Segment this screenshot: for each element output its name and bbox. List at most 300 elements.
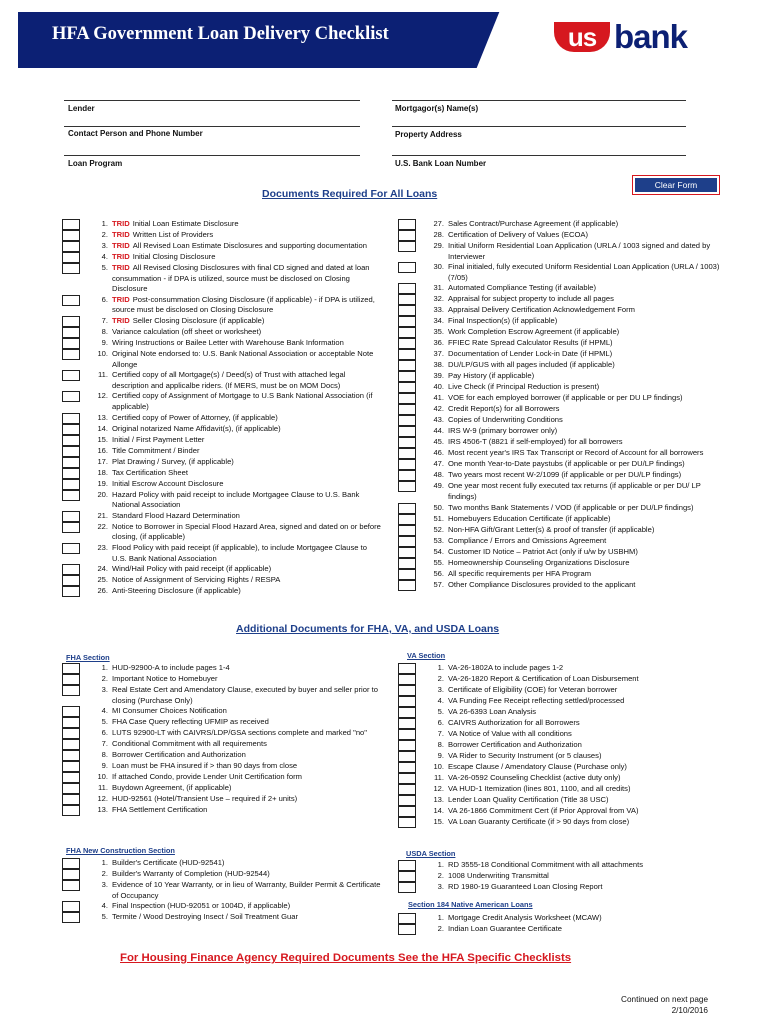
item-number: 44. — [433, 426, 444, 436]
item-text — [112, 370, 382, 391]
item-number: 32. — [433, 294, 444, 304]
checklist-item — [62, 435, 382, 446]
item-checkbox[interactable] — [398, 882, 416, 893]
item-text — [448, 558, 724, 569]
item-checkbox[interactable] — [62, 543, 80, 554]
item-checkbox[interactable] — [398, 569, 416, 580]
item-checkbox[interactable] — [398, 371, 416, 382]
item-number: 37. — [433, 349, 444, 359]
checklist-item — [398, 426, 724, 437]
checklist-item — [398, 773, 724, 784]
item-checkbox[interactable] — [398, 707, 416, 718]
item-text — [112, 761, 382, 772]
item-number: 38. — [433, 360, 444, 370]
item-checkbox[interactable] — [398, 806, 416, 817]
item-checkbox[interactable] — [398, 393, 416, 404]
item-checkbox[interactable] — [62, 706, 80, 717]
checklist-item — [62, 446, 382, 457]
item-number: 9. — [101, 337, 108, 347]
item-description: RD 1980-19 Guaranteed Loan Closing Report — [448, 882, 603, 891]
item-description: Tax Certification Sheet — [112, 467, 188, 477]
item-number: 6. — [437, 718, 444, 727]
item-checkbox[interactable] — [398, 860, 416, 871]
item-text — [448, 860, 724, 871]
item-checkbox[interactable] — [398, 481, 416, 492]
item-description: Anti-Steering Disclosure (if applicable) — [112, 586, 241, 596]
item-checkbox[interactable] — [398, 415, 416, 426]
item-number: 1. — [101, 219, 108, 228]
checklist-item — [62, 739, 382, 750]
item-number: 40. — [433, 382, 444, 392]
item-description: HUD-92900-A to include pages 1-4 — [112, 663, 230, 672]
item-checkbox[interactable] — [62, 761, 80, 772]
item-checkbox[interactable] — [62, 424, 80, 435]
item-checkbox[interactable] — [398, 685, 416, 696]
item-number: 2. — [437, 924, 444, 933]
checklist-item — [398, 393, 724, 404]
item-checkbox[interactable] — [398, 448, 416, 459]
item-checkbox[interactable] — [62, 717, 80, 728]
fha-new-construction-list — [62, 858, 382, 923]
item-description: VA-26-1802A to include pages 1-2 — [448, 663, 564, 672]
section-184-list — [398, 913, 724, 935]
item-checkbox[interactable] — [398, 663, 416, 674]
item-description: Pay History (if applicable) — [448, 371, 535, 381]
item-description: Customer ID Notice – Patriot Act (only if u/w by USBHM) — [448, 546, 638, 556]
item-text — [448, 459, 724, 470]
item-checkbox[interactable] — [398, 718, 416, 729]
item-description: VA Funding Fee Receipt reflecting settled/processed — [448, 696, 625, 705]
item-checkbox[interactable] — [398, 514, 416, 525]
item-checkbox[interactable] — [62, 219, 80, 230]
item-text — [448, 241, 724, 262]
item-number: 54. — [433, 546, 444, 556]
item-checkbox[interactable] — [398, 294, 416, 305]
item-number: 30. — [433, 262, 444, 272]
item-description: Important Notice to Homebuyer — [112, 674, 218, 683]
checklist-item — [62, 413, 382, 424]
item-checkbox[interactable] — [62, 901, 80, 912]
checklist-item — [62, 219, 382, 230]
item-text — [448, 503, 724, 514]
checklist-item — [62, 575, 382, 586]
item-number: 17. — [97, 456, 108, 466]
item-description: CAIVRS Authorization for all Borrowers — [448, 718, 580, 727]
property-underline — [392, 126, 686, 127]
item-text — [448, 871, 724, 882]
checklist-item — [62, 349, 382, 370]
checklist-item — [62, 858, 382, 869]
item-number: 49. — [433, 481, 444, 491]
checklist-item — [398, 503, 724, 514]
checklist-item — [398, 470, 724, 481]
item-checkbox[interactable] — [62, 252, 80, 263]
usbank-logo — [554, 18, 734, 56]
item-checkbox[interactable] — [398, 817, 416, 828]
item-checkbox[interactable] — [398, 219, 416, 230]
item-text — [448, 806, 724, 817]
lender-underline — [64, 100, 360, 101]
item-checkbox[interactable] — [62, 370, 80, 381]
checklist-item — [398, 806, 724, 817]
item-text — [112, 858, 382, 869]
item-description: Standard Flood Hazard Determination — [112, 510, 240, 520]
checklist-item — [62, 543, 382, 564]
item-number: 6. — [101, 728, 108, 738]
checklist-item — [62, 252, 382, 263]
item-description: Flood Policy with paid receipt (if applicable), to include Mortgagee Clause to U.S. Bank National Association — [112, 542, 367, 563]
item-number: 45. — [433, 437, 444, 447]
item-text — [112, 717, 382, 728]
item-text — [112, 772, 382, 783]
checklist-item — [398, 536, 724, 547]
item-description: Initial Loan Estimate Disclosure — [132, 219, 239, 228]
item-checkbox[interactable] — [398, 795, 416, 806]
item-description: Live Check (if Principal Reduction is present) — [448, 382, 600, 392]
item-number: 47. — [433, 459, 444, 469]
item-checkbox[interactable] — [62, 479, 80, 490]
checklist-item — [62, 457, 382, 468]
item-text — [112, 252, 382, 263]
item-text — [448, 740, 724, 751]
va-list — [398, 663, 724, 828]
item-description: Plat Drawing / Survey, (if applicable) — [112, 456, 234, 466]
item-description: Variance calculation (off sheet or worksheet) — [112, 326, 262, 336]
item-description: FFIEC Rate Spread Calculator Results (if HPML) — [448, 338, 613, 348]
item-number: 14. — [97, 423, 108, 433]
loan-number-underline — [392, 155, 686, 156]
item-checkbox[interactable] — [62, 739, 80, 750]
item-number: 14. — [433, 806, 444, 815]
item-checkbox[interactable] — [62, 413, 80, 424]
item-description: Wiring Instructions or Bailee Letter with Warehouse Bank Information — [112, 337, 344, 347]
item-checkbox[interactable] — [398, 437, 416, 448]
item-checkbox[interactable] — [398, 283, 416, 294]
item-number: 36. — [433, 338, 444, 348]
item-text — [112, 575, 382, 586]
checklist-item — [398, 871, 724, 882]
clear-form-label: Clear Form — [635, 178, 717, 192]
item-checkbox[interactable] — [398, 262, 416, 273]
item-checkbox[interactable] — [398, 525, 416, 536]
item-text — [448, 580, 724, 591]
item-checkbox[interactable] — [62, 728, 80, 739]
item-text — [448, 674, 724, 685]
item-checkbox[interactable] — [398, 913, 416, 924]
item-description: Automated Compliance Testing (if available) — [448, 283, 597, 293]
item-checkbox[interactable] — [398, 580, 416, 591]
item-description: Initial Uniform Residential Loan Application (URLA / 1003 signed and dated by Interviewer — [448, 241, 711, 261]
item-checkbox[interactable] — [398, 349, 416, 360]
item-text — [448, 913, 724, 924]
item-description: Homebuyers Education Certificate (if applicable) — [448, 513, 611, 523]
item-description: VA 26-1866 Commitment Cert (if Prior Approval from VA) — [448, 806, 639, 815]
checklist-item — [62, 370, 382, 391]
item-description: Final Inspection (HUD-92051 or 1004D, if applicable) — [112, 901, 291, 911]
item-checkbox[interactable] — [62, 783, 80, 794]
item-number: 2. — [437, 871, 444, 880]
item-text — [112, 468, 382, 479]
item-checkbox[interactable] — [62, 446, 80, 457]
item-text — [112, 901, 382, 912]
item-description: One year most recent fully executed tax returns (if applicable or per DU/ LP findings) — [448, 481, 701, 501]
item-checkbox[interactable] — [62, 230, 80, 241]
fha-new-construction-heading: FHA New Construction Section — [66, 846, 175, 855]
item-checkbox[interactable] — [398, 338, 416, 349]
item-number: 55. — [433, 557, 444, 567]
item-checkbox[interactable] — [398, 784, 416, 795]
item-number: 5. — [437, 707, 444, 716]
item-description: Certified copy of all Mortgage(s) / Deed(s) of Trust with attached legal description and applicalbe riders. (If MERS, must be on MOM Docs) — [112, 370, 346, 390]
logo-wordmark: bank — [614, 18, 688, 55]
item-checkbox[interactable] — [62, 869, 80, 880]
title-banner — [18, 12, 528, 68]
item-text — [112, 219, 382, 230]
item-checkbox[interactable] — [398, 241, 416, 252]
item-number: 2. — [101, 674, 108, 683]
checklist-item — [62, 772, 382, 783]
item-text — [112, 674, 382, 685]
hfa-checklist-notice: For Housing Finance Agency Required Documents See the HFA Specific Checklists — [120, 952, 572, 964]
item-number: 52. — [433, 524, 444, 534]
item-checkbox[interactable] — [62, 490, 80, 501]
item-number: 12. — [433, 784, 444, 793]
item-description: Initial Closing Disclosure — [132, 252, 216, 261]
item-checkbox[interactable] — [398, 547, 416, 558]
trid-tag: TRID — [112, 315, 130, 325]
item-text — [112, 295, 382, 316]
item-checkbox[interactable] — [398, 762, 416, 773]
item-description: Real Estate Cert and Amendatory Clause, executed by buyer and seller prior to closing (Purchase Only) — [112, 685, 378, 705]
item-number: 46. — [433, 448, 444, 458]
item-number: 43. — [433, 415, 444, 425]
item-checkbox[interactable] — [398, 696, 416, 707]
item-description: Original Note endorsed to: U.S. Bank National Association or acceptable Note Allonge — [112, 348, 374, 369]
item-text — [448, 316, 724, 327]
item-checkbox[interactable] — [62, 772, 80, 783]
checklist-item — [398, 558, 724, 569]
item-number: 53. — [433, 535, 444, 545]
item-description: Post-consummation Closing Disclosure (if applicable) - if DPA is utilized, source must be disclosed on Closing Disclosure — [112, 294, 375, 315]
item-checkbox[interactable] — [398, 404, 416, 415]
item-number: 1. — [437, 913, 444, 922]
item-checkbox[interactable] — [398, 503, 416, 514]
item-checkbox[interactable] — [398, 536, 416, 547]
item-checkbox[interactable] — [398, 871, 416, 882]
item-text — [112, 869, 382, 880]
item-checkbox[interactable] — [62, 858, 80, 869]
item-description: Original notarized Name Affidavit(s), (if applicable) — [112, 423, 281, 433]
checklist-item — [62, 468, 382, 479]
checklist-item — [398, 219, 724, 230]
item-checkbox[interactable] — [62, 880, 80, 891]
item-checkbox[interactable] — [62, 805, 80, 816]
clear-form-button[interactable] — [632, 175, 720, 195]
item-description: LUTS 92900-LT with CAIVRS/LDP/GSA sections complete and marked "no" — [112, 728, 367, 738]
item-number: 35. — [433, 327, 444, 337]
item-checkbox[interactable] — [62, 575, 80, 586]
program-label: Loan Program — [68, 159, 123, 168]
item-description: Buydown Agreement, (if applicable) — [112, 783, 232, 793]
checklist-item — [62, 783, 382, 794]
item-text — [112, 338, 382, 349]
item-checkbox[interactable] — [62, 750, 80, 761]
checklist-item — [398, 751, 724, 762]
item-number: 11. — [98, 783, 108, 793]
item-text — [448, 470, 724, 481]
item-text — [448, 393, 724, 404]
item-checkbox[interactable] — [62, 263, 80, 274]
item-text — [112, 739, 382, 750]
item-checkbox[interactable] — [398, 470, 416, 481]
checklist-item — [62, 490, 382, 511]
item-checkbox[interactable] — [398, 327, 416, 338]
item-checkbox[interactable] — [62, 295, 80, 306]
item-number: 31. — [433, 283, 444, 293]
item-checkbox[interactable] — [398, 360, 416, 371]
item-number: 3. — [437, 882, 444, 891]
item-text — [448, 349, 724, 360]
item-checkbox[interactable] — [62, 794, 80, 805]
checklist-item — [62, 522, 382, 543]
item-checkbox[interactable] — [62, 435, 80, 446]
item-text — [112, 750, 382, 761]
item-text — [112, 490, 382, 511]
item-number: 5. — [101, 912, 108, 922]
checklist-item — [62, 728, 382, 739]
item-number: 3. — [101, 880, 108, 889]
item-text — [448, 426, 724, 437]
item-checkbox[interactable] — [398, 316, 416, 327]
item-checkbox[interactable] — [398, 773, 416, 784]
item-text — [112, 457, 382, 468]
item-text — [448, 536, 724, 547]
checklist-item — [398, 415, 724, 426]
item-description: Conditional Commitment with all requirements — [112, 739, 267, 749]
item-description: Seller Closing Disclosure (if applicable) — [132, 315, 265, 325]
item-number: 7. — [101, 315, 108, 325]
item-checkbox[interactable] — [398, 751, 416, 762]
item-text — [448, 360, 724, 371]
item-number: 19. — [97, 478, 108, 488]
item-checkbox[interactable] — [398, 230, 416, 241]
item-checkbox[interactable] — [398, 459, 416, 470]
item-number: 3. — [101, 241, 108, 250]
item-text — [448, 729, 724, 740]
item-checkbox[interactable] — [62, 327, 80, 338]
checklist-item — [398, 349, 724, 360]
item-checkbox[interactable] — [398, 924, 416, 935]
checklist-item — [398, 663, 724, 674]
item-checkbox[interactable] — [62, 391, 80, 402]
item-checkbox[interactable] — [62, 663, 80, 674]
item-checkbox[interactable] — [62, 685, 80, 696]
item-description: DU/LP/GUS with all pages included (if applicable) — [448, 360, 615, 370]
item-checkbox[interactable] — [62, 349, 80, 360]
item-description: Notice of Assignment of Servicing Rights / RESPA — [112, 575, 281, 585]
item-description: Evidence of 10 Year Warranty, or in lieu of Warranty, Builder Permit & Certificate of Occupancy — [112, 880, 381, 900]
fha-list — [62, 663, 382, 816]
checklist-item — [62, 717, 382, 728]
item-checkbox[interactable] — [62, 522, 80, 533]
item-description: Other Compliance Disclosures provided to the applicant — [448, 579, 636, 589]
item-description: Appraisal Delivery Certification Acknowledgement Form — [448, 305, 635, 315]
item-checkbox[interactable] — [398, 558, 416, 569]
item-checkbox[interactable] — [398, 740, 416, 751]
item-text — [448, 525, 724, 536]
revision-date: 2/10/2016 — [671, 1006, 708, 1015]
item-description: Notice to Borrower in Special Flood Hazard Area, signed and dated on or before closing, (if applicable) — [112, 521, 381, 542]
item-number: 12. — [97, 794, 108, 804]
item-number: 8. — [437, 740, 444, 749]
item-number: 34. — [433, 316, 444, 326]
item-description: Borrower Certification and Authorization — [448, 740, 582, 749]
item-text — [448, 305, 724, 316]
item-number: 1. — [101, 858, 108, 867]
item-number: 9. — [101, 761, 108, 771]
checklist-item — [398, 514, 724, 525]
item-number: 4. — [101, 706, 108, 716]
item-checkbox[interactable] — [398, 674, 416, 685]
checklist-item — [62, 295, 382, 316]
checklist-item — [398, 371, 724, 382]
checklist-item — [62, 230, 382, 241]
item-checkbox[interactable] — [62, 674, 80, 685]
checklist-item — [62, 901, 382, 912]
item-checkbox[interactable] — [62, 468, 80, 479]
item-checkbox[interactable] — [62, 241, 80, 252]
item-text — [112, 391, 382, 412]
item-text — [112, 543, 382, 564]
checklist-item — [62, 479, 382, 490]
checklist-item — [62, 241, 382, 252]
checklist-item — [398, 294, 724, 305]
item-text — [112, 564, 382, 575]
item-checkbox[interactable] — [398, 382, 416, 393]
item-checkbox[interactable] — [398, 729, 416, 740]
item-checkbox[interactable] — [62, 511, 80, 522]
item-number: 24. — [97, 564, 108, 574]
item-number: 48. — [433, 470, 444, 480]
item-description: VA Rider to Security Instrument (or 5 clauses) — [448, 751, 602, 760]
item-checkbox[interactable] — [62, 338, 80, 349]
item-description: Builder's Warranty of Completion (HUD-92544) — [112, 869, 270, 878]
checklist-item — [62, 316, 382, 327]
item-number: 4. — [437, 696, 444, 705]
item-checkbox[interactable] — [62, 564, 80, 575]
item-checkbox[interactable] — [398, 305, 416, 316]
item-checkbox[interactable] — [398, 426, 416, 437]
item-description: Certified copy of Assignment of Mortgage to U.S Bank National Association (if applicable) — [112, 391, 373, 411]
item-number: 1. — [437, 663, 444, 672]
trid-tag: TRID — [112, 252, 130, 261]
item-text — [448, 514, 724, 525]
item-description: IRS W-9 (primary borrower only) — [448, 426, 558, 436]
item-description: VOE for each employed borrower (if applicable or per DU LP findings) — [448, 393, 683, 403]
item-checkbox[interactable] — [62, 316, 80, 327]
checklist-item — [62, 761, 382, 772]
item-description: Escape Clause / Amendatory Clause (Purchase only) — [448, 762, 627, 771]
item-number: 16. — [97, 445, 108, 455]
checklist-item — [62, 706, 382, 717]
item-checkbox[interactable] — [62, 457, 80, 468]
item-checkbox[interactable] — [62, 912, 80, 923]
item-description: Most recent year's IRS Tax Transcript or Record of Account for all borrowers — [448, 448, 704, 458]
item-description: All specific requirements per HFA Program — [448, 568, 592, 578]
item-checkbox[interactable] — [62, 586, 80, 597]
checklist-item — [62, 511, 382, 522]
item-description: Sales Contract/Purchase Agreement (if applicable) — [448, 219, 619, 228]
